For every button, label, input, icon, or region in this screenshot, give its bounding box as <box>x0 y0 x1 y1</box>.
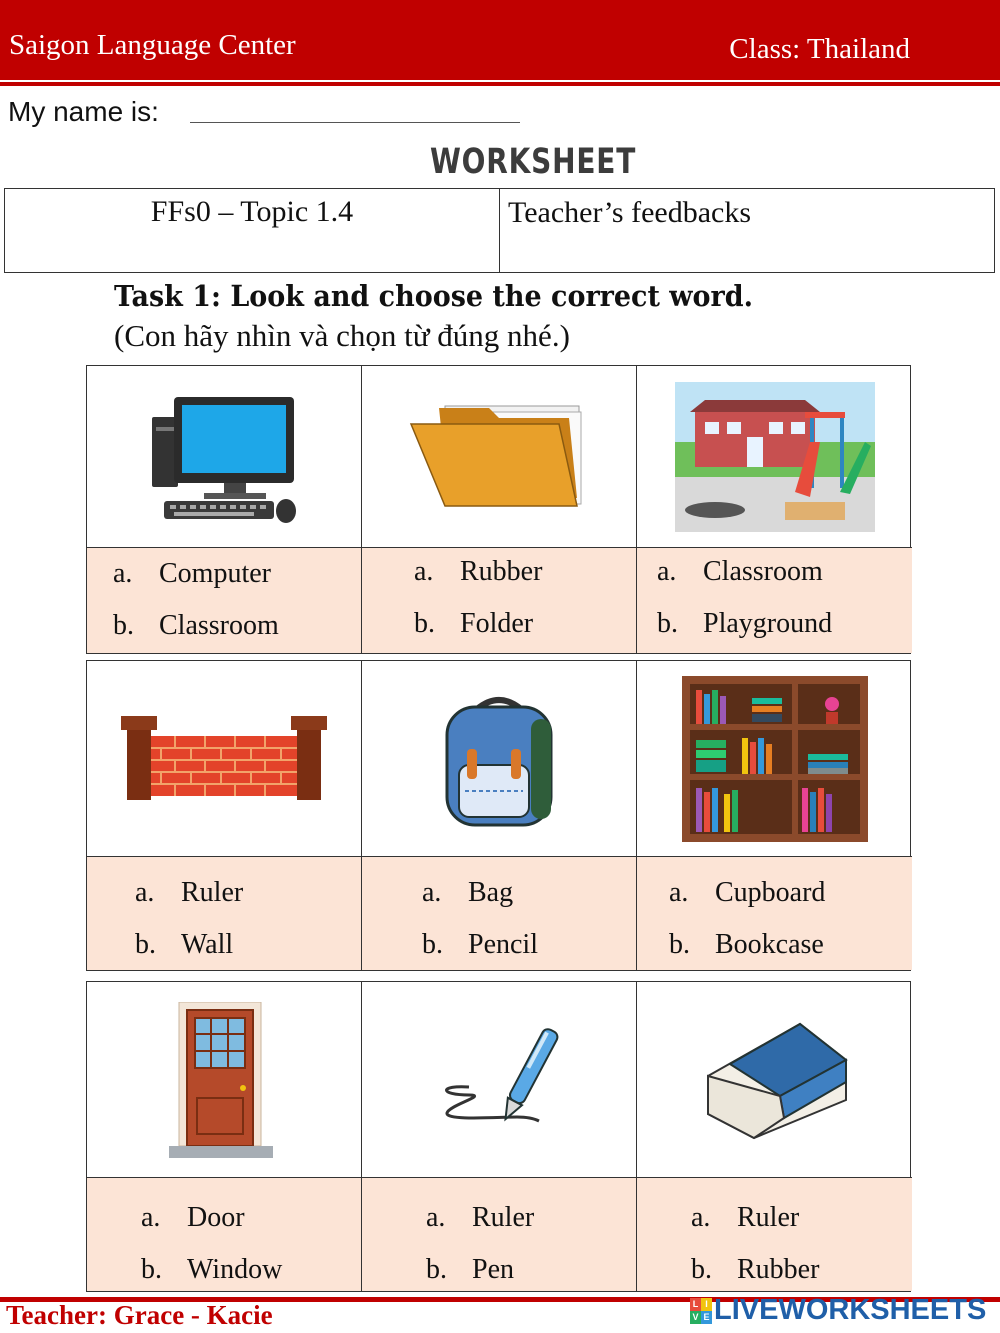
option-b-text: Pencil <box>468 929 538 960</box>
image-cell <box>87 661 362 857</box>
option-b[interactable]: b. Wall <box>135 929 234 960</box>
teacher-name: Teacher: Grace - Kacie <box>6 1300 273 1330</box>
bookcase-image <box>682 676 868 842</box>
question-row-2 <box>86 660 911 971</box>
option-b-text: Bookcase <box>715 929 824 960</box>
option-a-text: Ruler <box>181 877 244 908</box>
option-a[interactable]: a. Computer <box>113 558 271 589</box>
option-b[interactable]: b. Folder <box>414 608 534 639</box>
option-b[interactable]: b. Pencil <box>422 929 538 960</box>
option-a-text: Bag <box>468 877 514 908</box>
option-a[interactable]: a. Cupboard <box>669 877 826 908</box>
bag-image <box>439 689 559 829</box>
image-cell <box>637 982 912 1178</box>
options-cell <box>362 857 637 970</box>
task-subtitle: (Con hãy nhìn và chọn từ đúng nhé.) <box>114 318 570 353</box>
header-bar <box>0 0 1000 80</box>
liveworksheets-logo <box>690 1294 986 1327</box>
option-a-text: Computer <box>159 558 271 589</box>
option-b[interactable]: b. Bookcase <box>669 929 824 960</box>
image-cell <box>362 366 637 548</box>
image-cell <box>637 661 912 857</box>
option-a-text: Ruler <box>737 1202 800 1233</box>
info-table <box>4 188 995 273</box>
rubber-image <box>700 1020 850 1140</box>
options-cell <box>362 548 637 653</box>
door-image <box>169 1002 279 1158</box>
option-b[interactable]: b. Pen <box>426 1254 514 1285</box>
class-name: Class: Thailand <box>729 33 910 65</box>
image-cell <box>362 661 637 857</box>
option-a[interactable]: a. Bag <box>422 877 514 908</box>
feedback-cell: Teacher’s feedbacks <box>508 196 752 229</box>
header-divider <box>0 80 1000 86</box>
option-b-text: Window <box>187 1254 283 1285</box>
option-b-text: Classroom <box>159 610 279 641</box>
topic-cell: FFs0 – Topic 1.4 <box>5 189 500 272</box>
image-cell <box>637 366 912 548</box>
options-cell <box>637 548 912 653</box>
folder-image <box>409 402 589 512</box>
option-b[interactable]: b. Classroom <box>113 610 279 641</box>
option-b[interactable]: b. Rubber <box>691 1254 820 1285</box>
option-b[interactable]: b. Window <box>141 1254 283 1285</box>
options-cell <box>87 1178 362 1291</box>
option-b-text: Rubber <box>737 1254 820 1285</box>
question-row-3 <box>86 981 911 1292</box>
option-a-text: Cupboard <box>715 877 826 908</box>
option-a[interactable]: a. Rubber <box>414 556 543 587</box>
option-b-text: Folder <box>460 608 534 639</box>
options-cell <box>362 1178 637 1291</box>
option-a[interactable]: a. Classroom <box>657 556 823 587</box>
options-cell <box>87 857 362 970</box>
task-title: Task 1: Look and choose the correct word. <box>114 279 753 313</box>
option-a-text: Ruler <box>472 1202 535 1233</box>
option-a[interactable]: a. Ruler <box>426 1202 535 1233</box>
brand-text: LIVEWORKSHEETS <box>714 1294 987 1326</box>
pen-image <box>439 1025 559 1135</box>
options-cell <box>637 857 912 970</box>
image-cell <box>87 366 362 548</box>
school-name: Saigon Language Center <box>9 29 296 61</box>
option-b-text: Playground <box>703 608 833 639</box>
name-label: My name is: <box>8 96 159 127</box>
option-b-text: Wall <box>181 929 234 960</box>
image-cell <box>362 982 637 1178</box>
wall-image <box>121 716 327 802</box>
options-cell <box>637 1178 912 1291</box>
option-a[interactable]: a. Ruler <box>135 877 244 908</box>
image-cell <box>87 982 362 1178</box>
option-a-text: Door <box>187 1202 245 1233</box>
name-input-line[interactable] <box>190 122 520 123</box>
option-a[interactable]: a. Door <box>141 1202 245 1233</box>
question-row-1 <box>86 365 911 654</box>
brand-logo-icon: L I V E <box>690 1298 712 1324</box>
option-b[interactable]: b. Playground <box>657 608 833 639</box>
option-b-text: Pen <box>472 1254 514 1285</box>
option-a-text: Classroom <box>703 556 823 587</box>
playground-image <box>675 382 875 532</box>
worksheet-title: WORKSHEET <box>430 142 637 182</box>
option-a-text: Rubber <box>460 556 543 587</box>
option-a[interactable]: a. Ruler <box>691 1202 800 1233</box>
computer-image <box>144 387 304 527</box>
options-cell <box>87 548 362 653</box>
